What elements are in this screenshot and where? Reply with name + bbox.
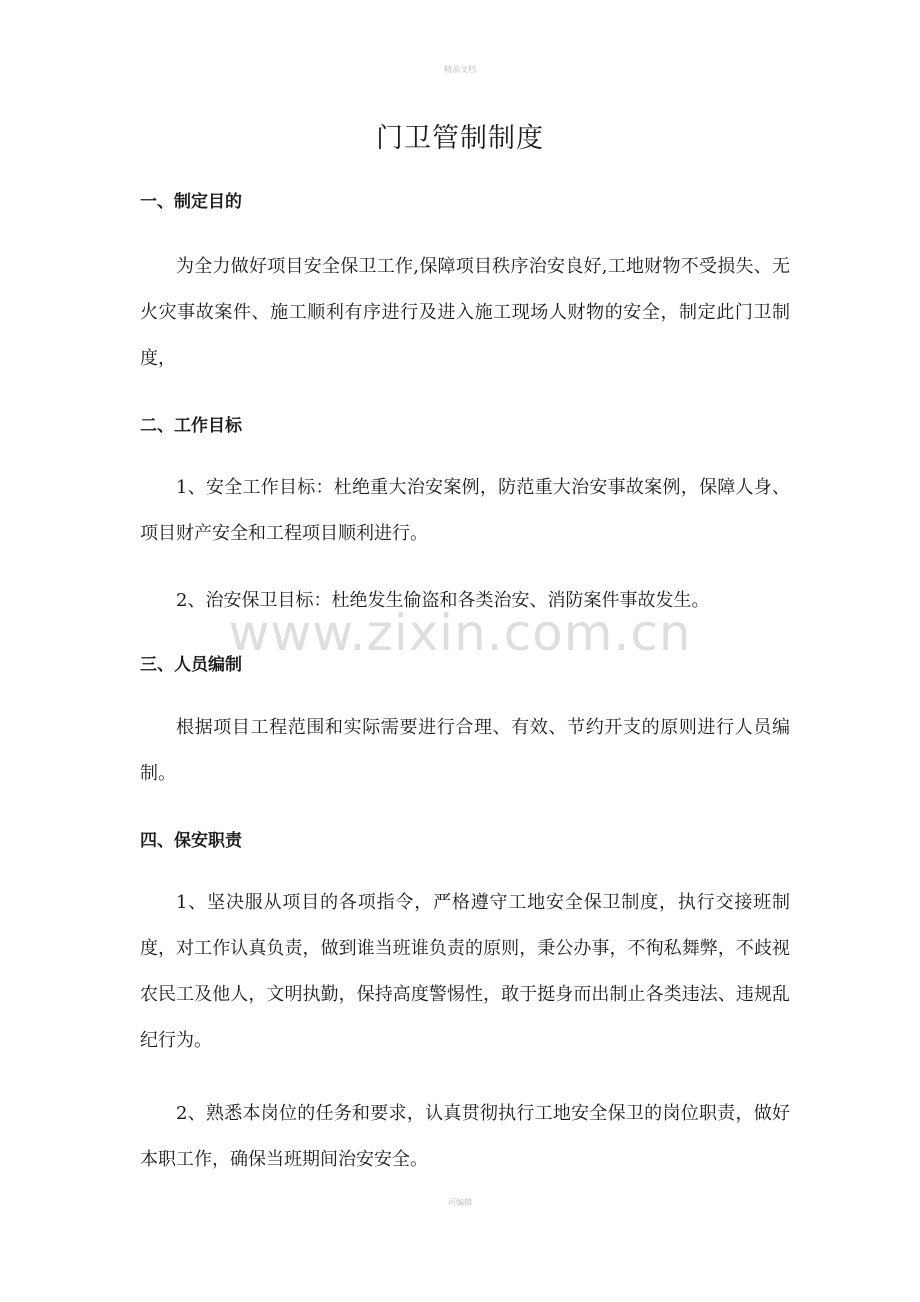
section-heading-duties: 四、保安职责 bbox=[140, 831, 242, 851]
paragraph-purpose: 为全力做好项目安全保卫工作,保障项目秩序治安良好,工地财物不受损失、无火灾事故案件、施工顺利有序进行及进入施工现场人财物的安全，制定此门卫制度， bbox=[140, 256, 790, 369]
paragraph-duty-1: 1、坚决服从项目的各项指令，严格遵守工地安全保卫制度，执行交接班制度，对工作认真负责，做到谁当班谁负责的原则，秉公办事，不徇私舞弊，不歧视农民工及他人，文明执勤，保持高度警惕性，敢于挺身而出制止各类违法、违规乱纪行为。 bbox=[140, 892, 790, 1051]
section-heading-goals: 二、工作目标 bbox=[140, 416, 242, 436]
paragraph-goal-safety: 1、安全工作目标：杜绝重大治安案例，防范重大治安事故案例，保障人身、项目财产安全和工程项目顺利进行。 bbox=[140, 477, 790, 544]
section-heading-staffing: 三、人员编制 bbox=[140, 655, 242, 675]
paragraph-goal-security: 2、治安保卫目标：杜绝发生偷盗和各类治安、消防案件事故发生。 bbox=[176, 590, 710, 611]
paragraph-duty-2: 2、熟悉本岗位的任务和要求，认真贯彻执行工地安全保卫的岗位职责，做好本职工作，确保当班期间治安安全。 bbox=[140, 1103, 790, 1170]
page-footer: 可编辑 bbox=[448, 1198, 472, 1207]
paragraph-staffing: 根据项目工程范围和实际需要进行合理、有效、节约开支的原则进行人员编制。 bbox=[140, 717, 790, 784]
section-heading-purpose: 一、制定目的 bbox=[140, 192, 242, 212]
page-header: 精品文档 bbox=[444, 65, 476, 74]
document-title: 门卫管制制度 bbox=[376, 123, 544, 154]
watermark: www.zixin.com.cn bbox=[228, 604, 692, 662]
